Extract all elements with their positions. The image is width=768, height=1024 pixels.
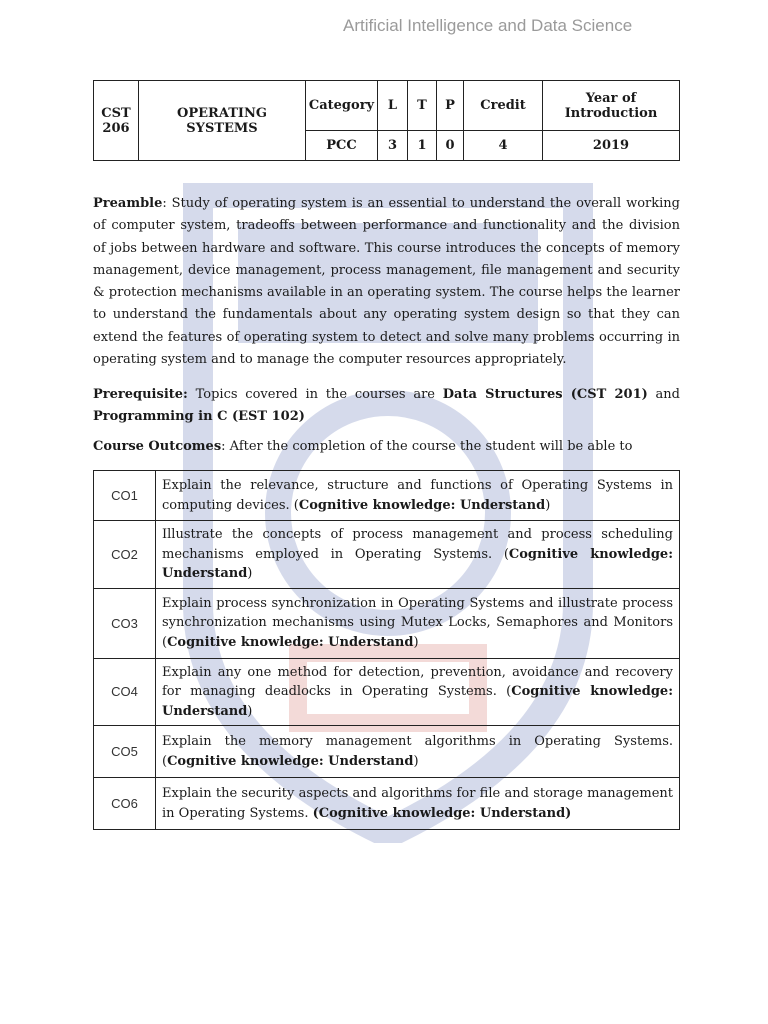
credit-value: 4	[464, 131, 543, 161]
preamble-text: : Study of operating system is an essential to understand the overall working of computer system, tradeoffs between performance and functionality and the division of jobs between hardware and software. This course introduces the concepts of memory management, device management, process management, file management and security & protection mechanisms available in an operating system. The course helps the learner to understand the fundamentals about any operating system design so that they can extend the features of operating system to detect and solve many problems occurring in operating system and to manage the computer resources appropriately.	[93, 196, 680, 368]
co-knowledge: Cognitive knowledge: Understand	[167, 753, 414, 769]
co-row	[94, 726, 680, 778]
prerequisite-course-1: Data Structures (CST 201)	[442, 387, 648, 402]
co-text: Illustrate the concepts of process management and process scheduling mechanisms employed in Operating Systems. (	[162, 527, 673, 562]
year-value: 2019	[543, 131, 680, 161]
course-code-line-2: 206	[102, 120, 130, 136]
course-code-cell	[94, 81, 139, 161]
co-text: Explain the memory management algorithms in Operating Systems. (	[162, 734, 673, 769]
p-header: P	[437, 81, 464, 131]
t-header: T	[408, 81, 437, 131]
year-header-line-2: Introduction	[564, 105, 658, 121]
co-knowledge: Cognitive knowledge: Understand	[162, 684, 673, 719]
course-outcomes-label: Course Outcomes	[93, 439, 222, 454]
prerequisite-paragraph	[93, 384, 680, 429]
co-code: CO1	[94, 471, 156, 521]
co-text: Explain the relevance, structure and functions of Operating Systems in computing devices. (	[162, 478, 673, 513]
co-code: CO3	[94, 588, 156, 658]
co-description	[156, 778, 680, 830]
co-knowledge: Cognitive knowledge: Understand	[162, 546, 673, 581]
course-outcomes-intro	[93, 436, 680, 458]
co-row	[94, 658, 680, 726]
course-name-cell	[139, 81, 306, 161]
course-name-line-1: OPERATING	[177, 105, 267, 121]
co-description	[156, 471, 680, 521]
co-row	[94, 471, 680, 521]
co-row	[94, 521, 680, 589]
year-header-line-1: Year of	[585, 90, 637, 106]
preamble-label: Preamble	[93, 196, 163, 211]
course-outcomes-table	[93, 470, 680, 830]
prerequisite-label: Prerequisite:	[93, 387, 188, 402]
co-text: Explain process synchronization in Operating Systems and illustrate process synchronization mechanisms using Mutex Locks, Semaphores and Monitors (	[162, 595, 673, 650]
l-header: L	[378, 81, 408, 131]
t-value: 1	[408, 131, 437, 161]
co-close: )	[413, 753, 419, 769]
co-description	[156, 726, 680, 778]
category-header: Category	[306, 81, 378, 131]
co-description	[156, 588, 680, 658]
year-header	[543, 81, 680, 131]
prerequisite-text-2: and	[647, 387, 681, 402]
co-close: )	[247, 703, 253, 719]
credit-header: Credit	[464, 81, 543, 131]
co-row	[94, 588, 680, 658]
prerequisite-text-1: Topics covered in the courses are	[187, 387, 443, 402]
co-description	[156, 521, 680, 589]
course-info-table	[93, 80, 680, 161]
co-code: CO2	[94, 521, 156, 589]
co-description	[156, 658, 680, 726]
co-text: Explain any one method for detection, prevention, avoidance and recovery for managing deadlocks in Operating Systems. (	[162, 664, 673, 699]
co-code: CO4	[94, 658, 156, 726]
prerequisite-course-2: Programming in C (EST 102)	[93, 409, 305, 425]
course-outcomes-text: : After the completion of the course the student will be able to	[221, 439, 633, 454]
co-knowledge: Cognitive knowledge: Understand	[167, 634, 414, 650]
preamble-paragraph	[93, 193, 680, 371]
p-value: 0	[437, 131, 464, 161]
co-code: CO5	[94, 726, 156, 778]
co-row	[94, 778, 680, 830]
co-close: )	[413, 634, 419, 650]
course-code-line-1: CST	[101, 105, 131, 121]
co-code: CO6	[94, 778, 156, 830]
co-knowledge: (Cognitive knowledge: Understand)	[312, 805, 572, 821]
l-value: 3	[378, 131, 408, 161]
co-text: Explain the security aspects and algorithms for file and storage management in Operating Systems.	[162, 786, 673, 821]
course-name-line-2: SYSTEMS	[186, 120, 258, 136]
co-close: )	[247, 566, 253, 581]
header-title: Artificial Intelligence and Data Science	[343, 16, 633, 35]
category-value: PCC	[306, 131, 378, 161]
co-close: )	[545, 497, 551, 513]
co-knowledge: Cognitive knowledge: Understand	[298, 497, 546, 513]
